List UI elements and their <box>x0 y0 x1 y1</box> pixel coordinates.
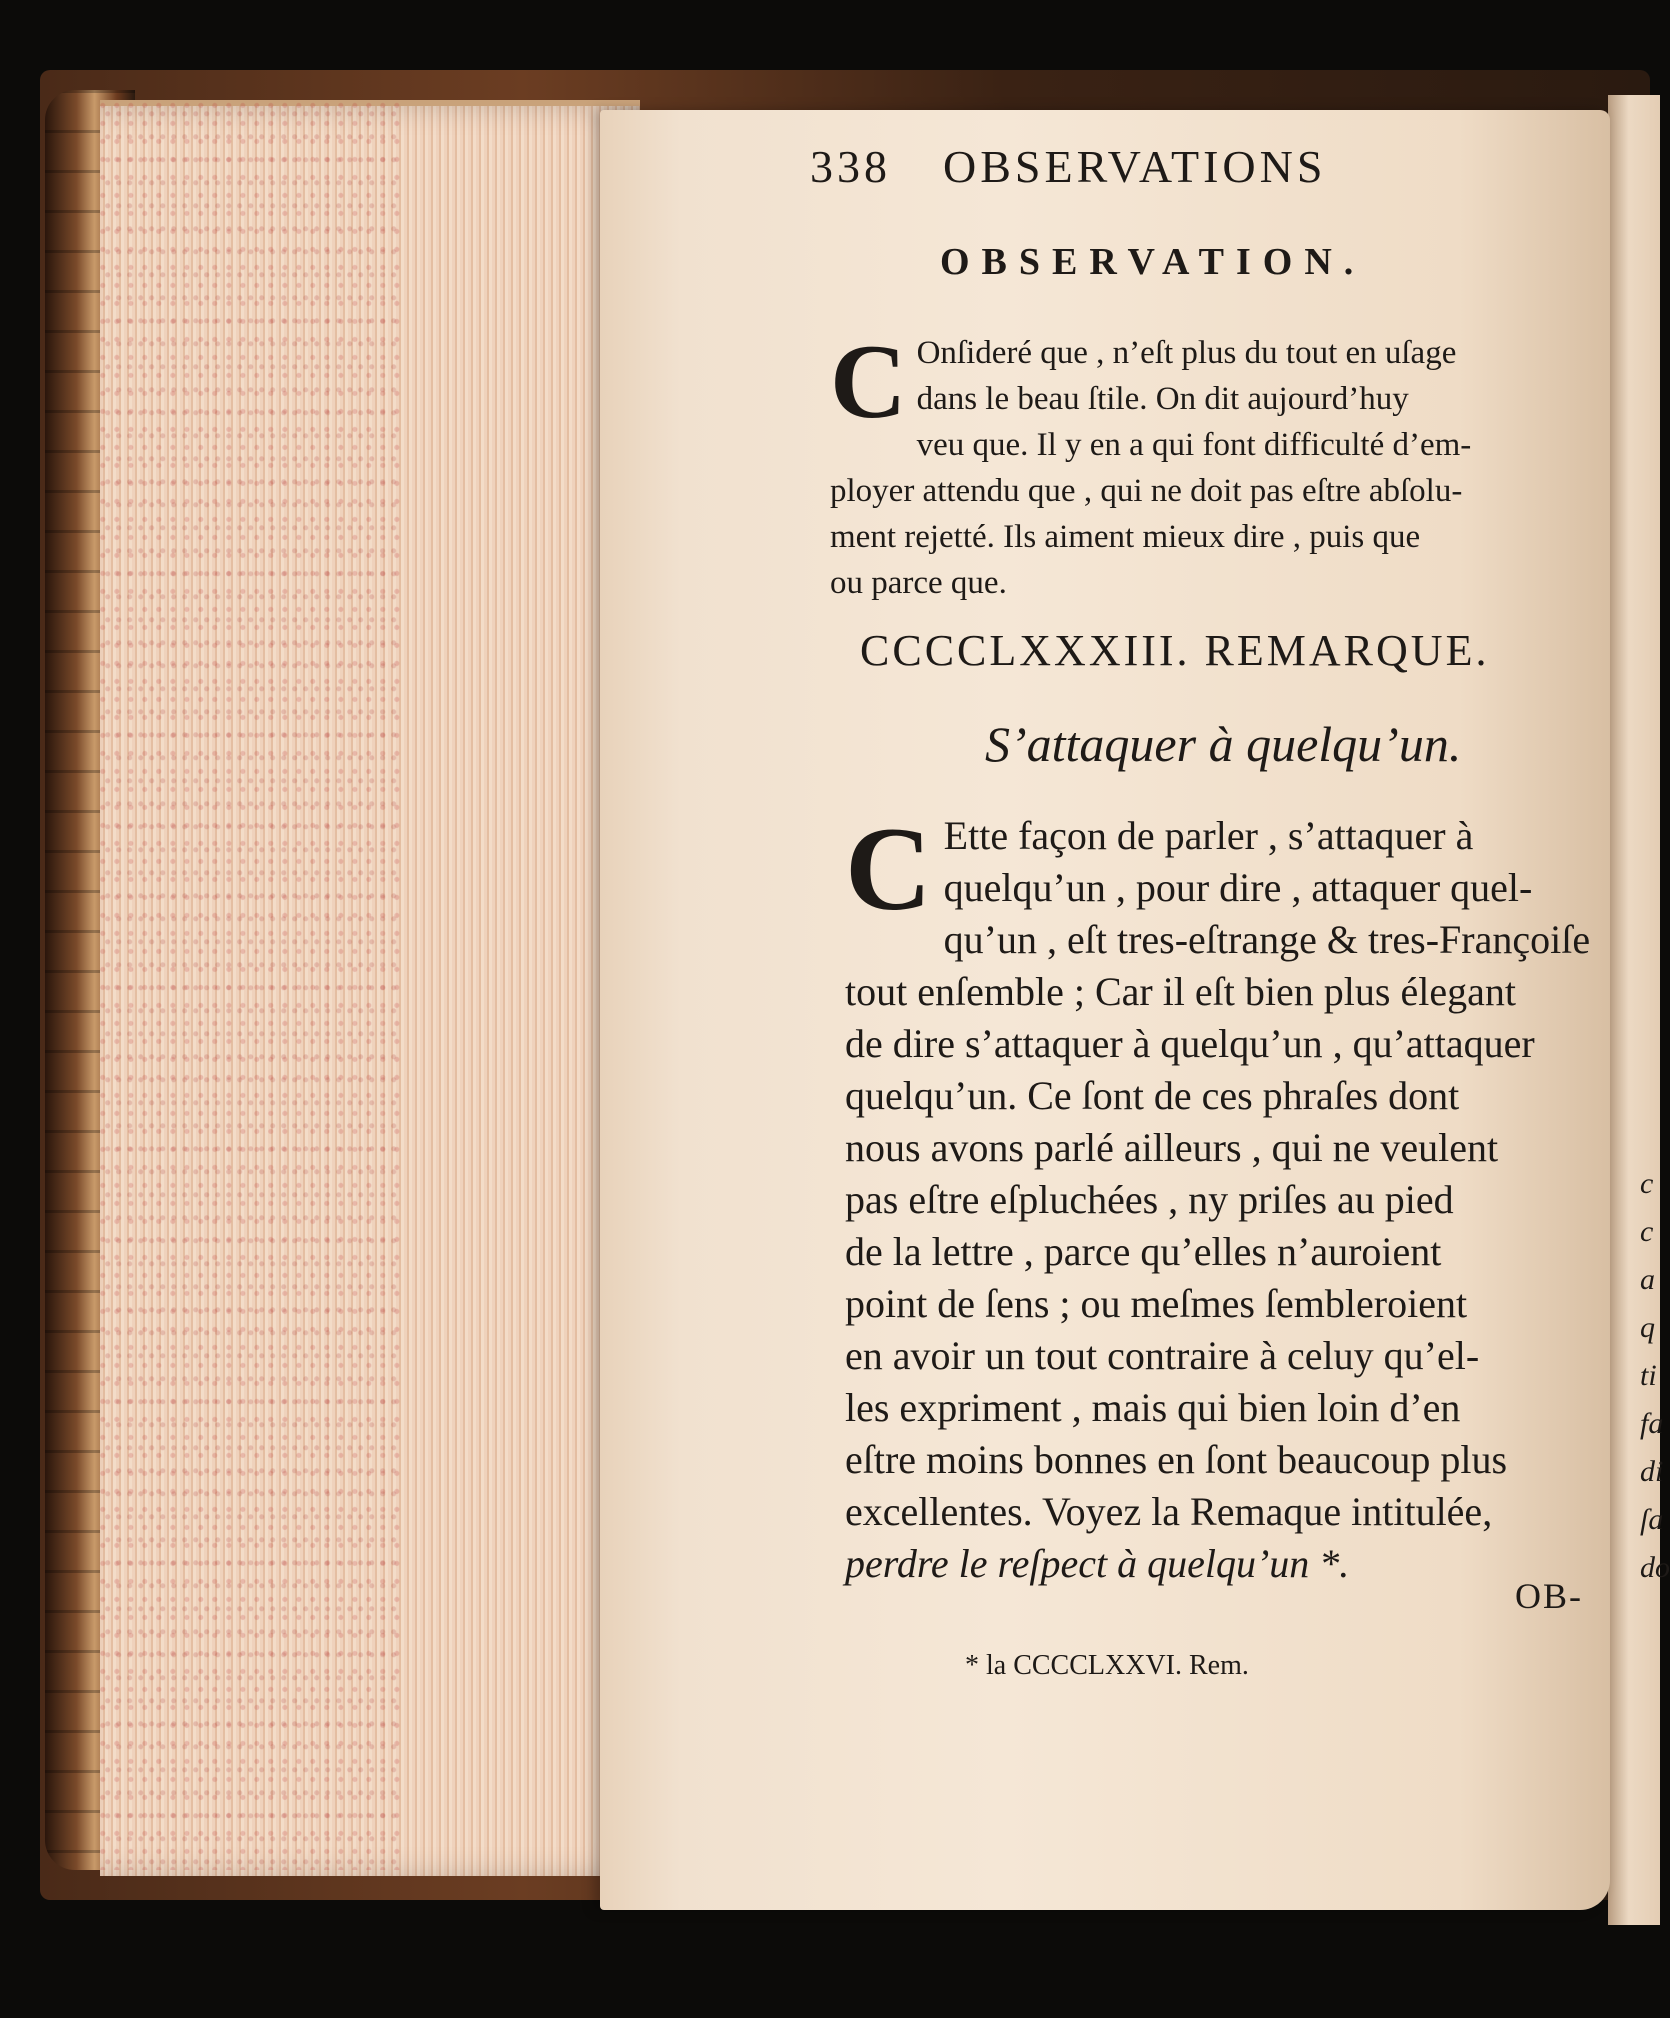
facing-letter: a <box>1640 1263 1655 1296</box>
facing-page-edge <box>1608 95 1670 1925</box>
text-line: de dire s’attaquer à quelqu’un , qu’attaquer <box>845 1021 1535 1066</box>
text-line: en avoir un tout contraire à celuy qu’el- <box>845 1333 1480 1378</box>
page-number: 338 <box>810 141 891 192</box>
catchword: OB- <box>1515 1576 1583 1616</box>
facing-letter: c <box>1640 1215 1654 1248</box>
text-line: point de ſens ; ou meſmes ſembleroient <box>845 1281 1468 1326</box>
text-line: eſtre moins bonnes en ſont beaucoup plus <box>845 1437 1508 1482</box>
text-line: dans le beau ſtile. On dit aujourd’huy <box>916 381 1409 417</box>
facing-page-letters <box>1640 1160 1670 1592</box>
drop-cap: C <box>830 323 907 440</box>
red-speckled-edge <box>100 100 400 1870</box>
facing-letter: q <box>1640 1311 1655 1344</box>
observation-heading: OBSERVATION. <box>940 241 1366 283</box>
observation-paragraph <box>830 323 1550 606</box>
text-line: pas eſtre eſpluchées , ny priſes au pied <box>845 1177 1454 1222</box>
text-line: tout enſemble ; Car il eſt bien plus élegant <box>845 969 1516 1014</box>
text-line: veu que. Il y en a qui font difficulté d’em- <box>916 427 1472 463</box>
text-line: Ette façon de parler , s’attaquer à <box>943 813 1474 858</box>
text-line: qu’un , eſt tres-eſtrange & tres-Françoiſe <box>943 917 1591 962</box>
drop-cap: C <box>845 802 932 935</box>
facing-letter: c <box>1640 1167 1654 1200</box>
text-line: nous avons parlé ailleurs , qui ne veulent <box>845 1125 1499 1170</box>
remarque-heading: CCCCLXXXIII. REMARQUE. <box>860 626 1490 675</box>
remarque-subheading: S’attaquer à quelqu’un. <box>985 716 1462 772</box>
text-line: excellentes. Voyez la Remaque intitulée, <box>845 1489 1493 1534</box>
text-line: ment rejetté. Ils aiment mieux dire , puis que <box>830 519 1421 555</box>
facing-letter: fa <box>1640 1407 1664 1440</box>
text-line: de la lettre , parce qu’elles n’auroient <box>845 1229 1442 1274</box>
facing-letter: ſa <box>1640 1503 1664 1536</box>
text-line: ou parce que. <box>830 565 1007 601</box>
remarque-paragraph <box>845 802 1591 1590</box>
facing-letter: di <box>1640 1455 1664 1488</box>
text-line: quelqu’un. Ce ſont de ces phraſes dont <box>845 1073 1460 1118</box>
facing-letter: do <box>1640 1551 1670 1584</box>
text-line: ployer attendu que , qui ne doit pas eſtre abſolu- <box>830 473 1463 509</box>
running-head <box>810 140 1490 193</box>
text-line: quelqu’un , pour dire , attaquer quel- <box>943 865 1533 910</box>
text-line: perdre le reſpect à quelqu’un *. <box>845 1541 1350 1586</box>
facing-letter: ti <box>1640 1359 1657 1392</box>
running-title: OBSERVATIONS <box>943 141 1327 192</box>
text-line: les expriment , mais qui bien loin d’en <box>845 1385 1461 1430</box>
text-line: Onſideré que , n’eſt plus du tout en uſage <box>916 335 1457 371</box>
footnote: * la CCCCLXXVI. Rem. <box>965 1650 1249 1681</box>
